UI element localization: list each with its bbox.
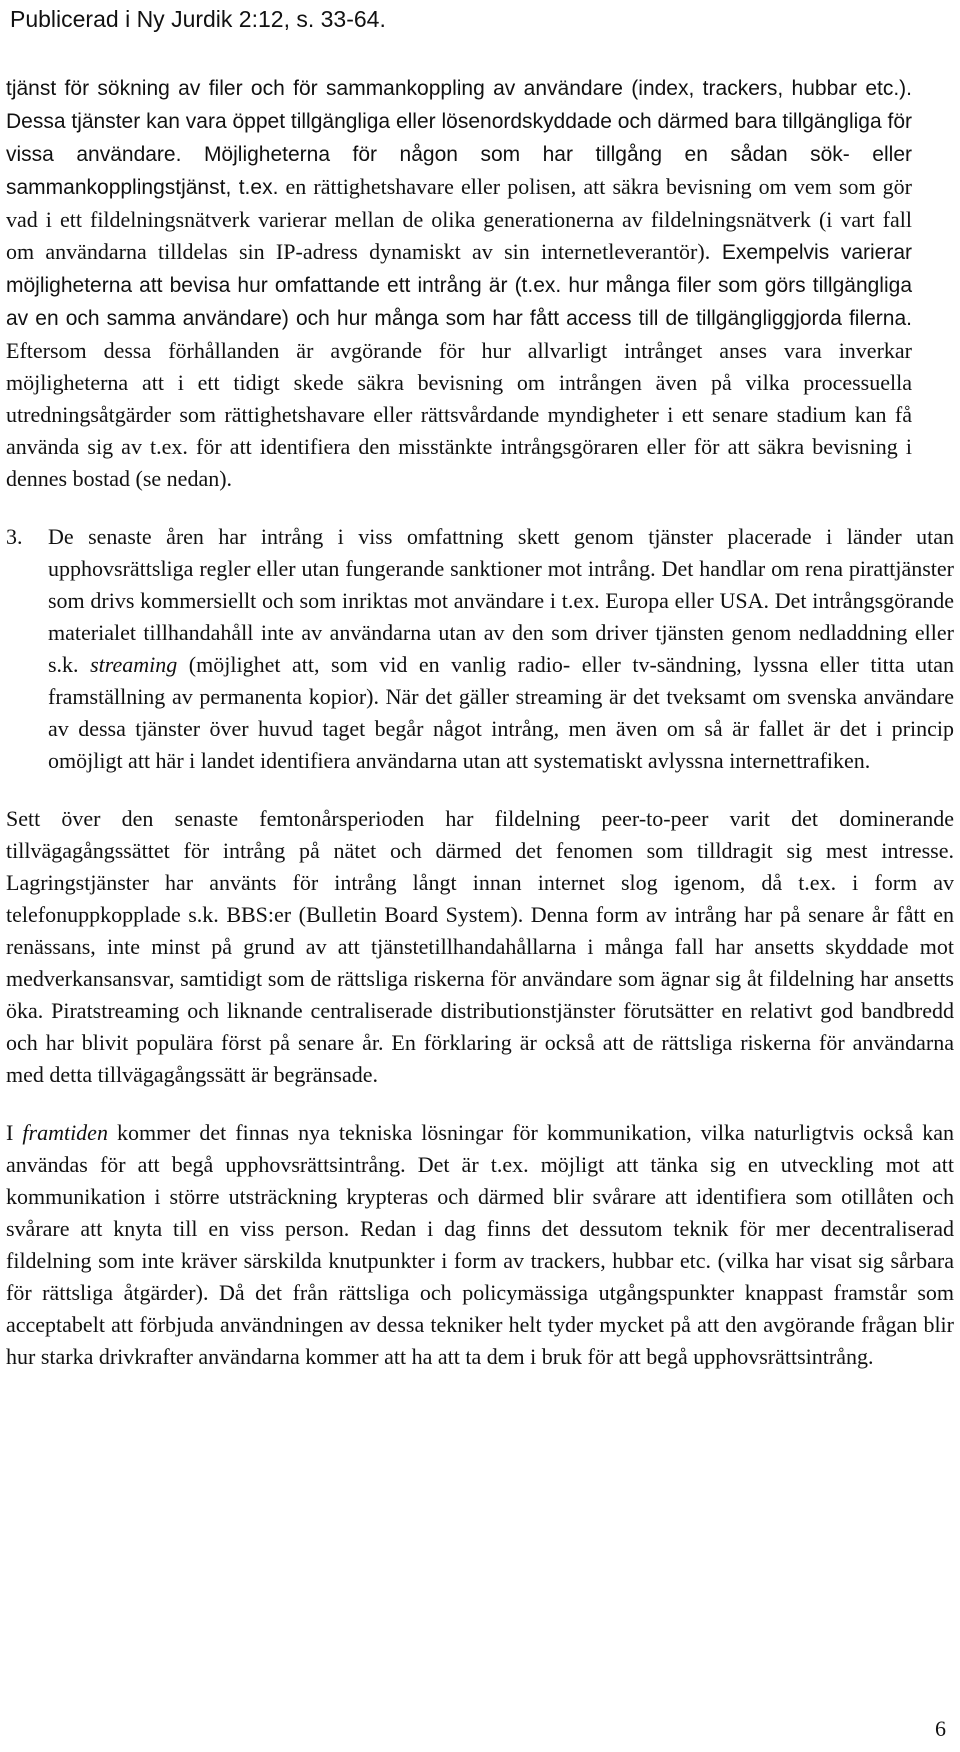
item-text-a: De senaste åren har intrång i viss omfattning skett genom tjänster placerade i länder utan upphovsrättsliga regler eller utan fungerande sanktioner mot intrång. Det handlar om rena pirattjänster som drivs kommersiellt och som inriktas mot användare i t.ex. Europa eller USA. Det intrångsgörande materialet tillhandahåll inte av användarna utan av den som driver tjänsten genom nedladdning eller s.k.: [48, 524, 954, 677]
item-number: 3.: [6, 524, 23, 549]
paragraph-future-italic: framtiden: [22, 1120, 108, 1145]
paragraph-future-b: kommer det finnas nya tekniska lösningar för kommunikation, vilka naturligtvis också kan användas för att begå upphovsrättsintrång. Det är t.ex. möjligt att tänka sig en utveckling mot att kommunikation i större utsträckning krypteras och därmed blir svårare att identifiera som otillåten och svårare att knyta till en viss person. Redan i dag finns det dessutom teknik för mer decentraliserad fildelning som inte kräver särskilda knutpunkter i form av trackers, hubbar etc. (vilka har visat sig sårbara för rättsliga åtgärder). Då det från rättsliga och policymässiga utgångspunkter knappast framstår som acceptabelt att förbjuda användningen av dessa tekniker helt tyder mycket på att den avgörande frågan blir hur starka drivkrafter användarna kommer att ha att ta dem i bruk för att begå upphovsrättsintrång.: [6, 1120, 955, 1369]
paragraph-continued: [6, 72, 912, 495]
paragraph-segment-2: Eftersom dessa förhållanden är avgörande för hur allvarligt intrånget anses vara inverkar möjligheterna att i ett tidigt skede säkra bevisning om intrången även på vilka processuella utredningsåtgärder som rättighetshavare eller rättsvårdande myndigheter i ett senare stadium kan få använda sig av t.ex. för att identifiera den misstänkte intrångsgöraren eller för att säkra bevisning i dennes bostad (se nedan).: [6, 338, 912, 491]
item-italic-term: streaming: [90, 652, 178, 677]
paragraph-overview: Sett över den senaste femtonårsperioden har fildelning peer-to-peer varit det dominerande tillvägagångssättet för intrång på nätet och därmed det fenomen som tilldragit sig mest intresse. Lagringstjänster har använts för intrång långt innan internet slog igenom, då t.ex. i form av telefonuppkopplade s.k. BBS:er (Bulletin Board System). Denna form av intrång har på senare år fått en renässans, inte minst på grund av att tjänstetillhandahållarna i många fall har ansetts skyddade mot medverkansansvar, samtidigt som de rättsliga riskerna för användare som ägnar sig åt fildelning har ansetts öka. Piratstreaming och liknande centraliserade distributionstjänster förutsätter en relativt god bandbredd och har blivit populära först på senare år. En förklaring är också att de rättsliga riskerna för användarna med detta tillvägagångssätt är begränsade.: [6, 806, 954, 1087]
paragraph-sans-segment: tjänst för sökning av filer och för sammankoppling av användare (index, trackers, hubbar etc.). Dessa tjänster kan vara öppet tillgängliga eller lösenordskyddade och därmed bara tillgängliga för vissa användare. Möjligheterna för någon som har tillgång en sådan sök- eller sammankopplingstjänst, t.ex.: [6, 77, 912, 199]
page-header: Publicerad i Ny Jurdik 2:12, s. 33-64.: [10, 6, 386, 32]
numbered-item-3: [6, 521, 954, 777]
item-text-b: (möjlighet att, som vid en vanlig radio- eller tv-sändning, lyssna eller titta utan framställning av permanenta kopior). När det gäller streaming är det tveksamt om svenska användare av dessa tjänster över huvud taget begår något intrång, men även om så är fallet är det i princip omöjligt att här i landet identifiera användarna utan att systematiskt avlyssna internettrafiken.: [48, 652, 954, 773]
paragraph-future-a: I: [6, 1120, 23, 1145]
paragraph-sans-segment-2: Exempelvis varierar möjligheterna att bevisa hur omfattande ett intrång är (t.ex. hur många filer som görs tillgängliga av en och samma användare) och hur många som har fått access till de tillgängliggjorda filerna.: [6, 241, 912, 330]
paragraph-future: [6, 1117, 954, 1373]
page-number: 6: [935, 1716, 946, 1741]
body-text: [6, 72, 954, 1373]
paragraph-segment: en rättighetshavare eller polisen, att säkra bevisning om vem som gör vad i ett fildelningsnätverk varierar mellan de olika generationerna av fildelningsnätverk (i vart fall om användarna tilldelas sin IP-adress dynamiskt av sin internetleverantör).: [6, 174, 913, 264]
item-text: [48, 521, 954, 777]
